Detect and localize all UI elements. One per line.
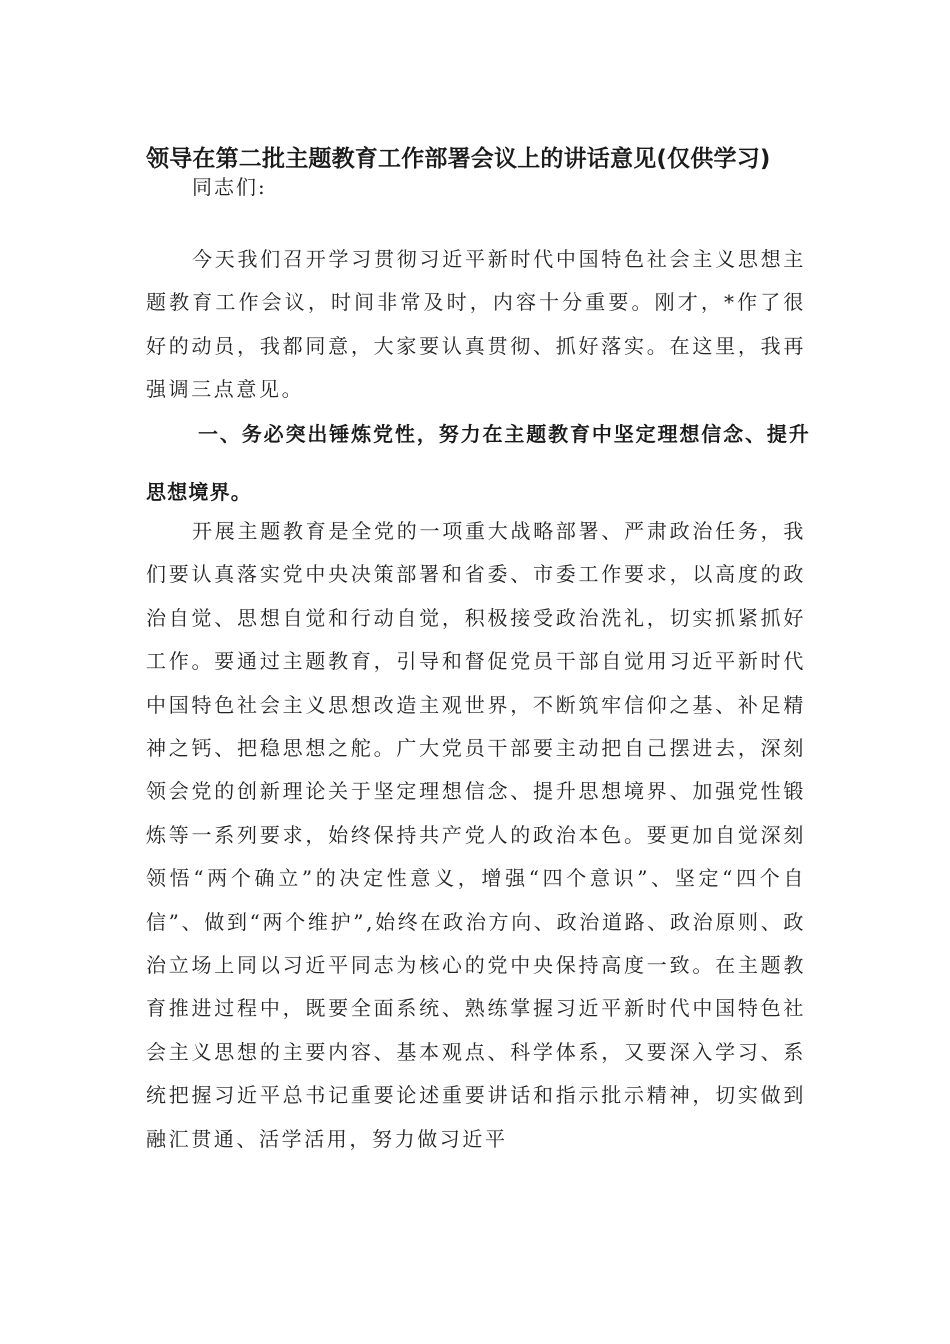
- intro-paragraph: 今天我们召开学习贯彻习近平新时代中国特色社会主义思想主题教育工作会议，时间非常及时，内容十分重要。刚才，*作了很好的动员，我都同意，大家要认真贯彻、抓好落实。在这里，我再强调三点意见。: [146, 247, 806, 402]
- document-title: 领导在第二批主题教育工作部署会议上的讲话意见(仅供学习): [146, 146, 771, 172]
- section-heading: 一、务必突出锤炼党性，努力在主题教育中坚定理想信念、提升思想境界。: [146, 422, 810, 504]
- salutation: 同志们:: [192, 175, 267, 199]
- body-paragraph: 开展主题教育是全党的一项重大战略部署、严肃政治任务，我们要认真落实党中央决策部署和省委、市委工作要求，以高度的政治自觉、思想自觉和行动自觉，积极接受政治洗礼，切实抓紧抓好工作。要通过主题教育，引导和督促党员干部自觉用习近平新时代中国特色社会主义思想改造主观世界，不断筑牢信仰之基、补足精神之钙、把稳思想之舵。广大党员干部要主动把自己摆进去，深刻领会党的创新理论关于坚定理想信念、提升思想境界、加强党性锻炼等一系列要求，始终保持共产党人的政治本色。要更加自觉深刻领悟“两个确立”的决定性意义，增强“四个意识”、坚定“四个自信”、做到“两个维护”,始终在政治方向、政治道路、政治原则、政治立场上同以习近平同志为核心的党中央保持高度一致。在主题教育推进过程中，既要全面系统、熟练掌握习近平新时代中国特色社会主义思想的主要内容、基本观点、科学体系，又要深入学习、系统把握习近平总书记重要论述重要讲话和指示批示精神，切实做到融汇贯通、活学活用，努力做习近平: [146, 519, 806, 1151]
